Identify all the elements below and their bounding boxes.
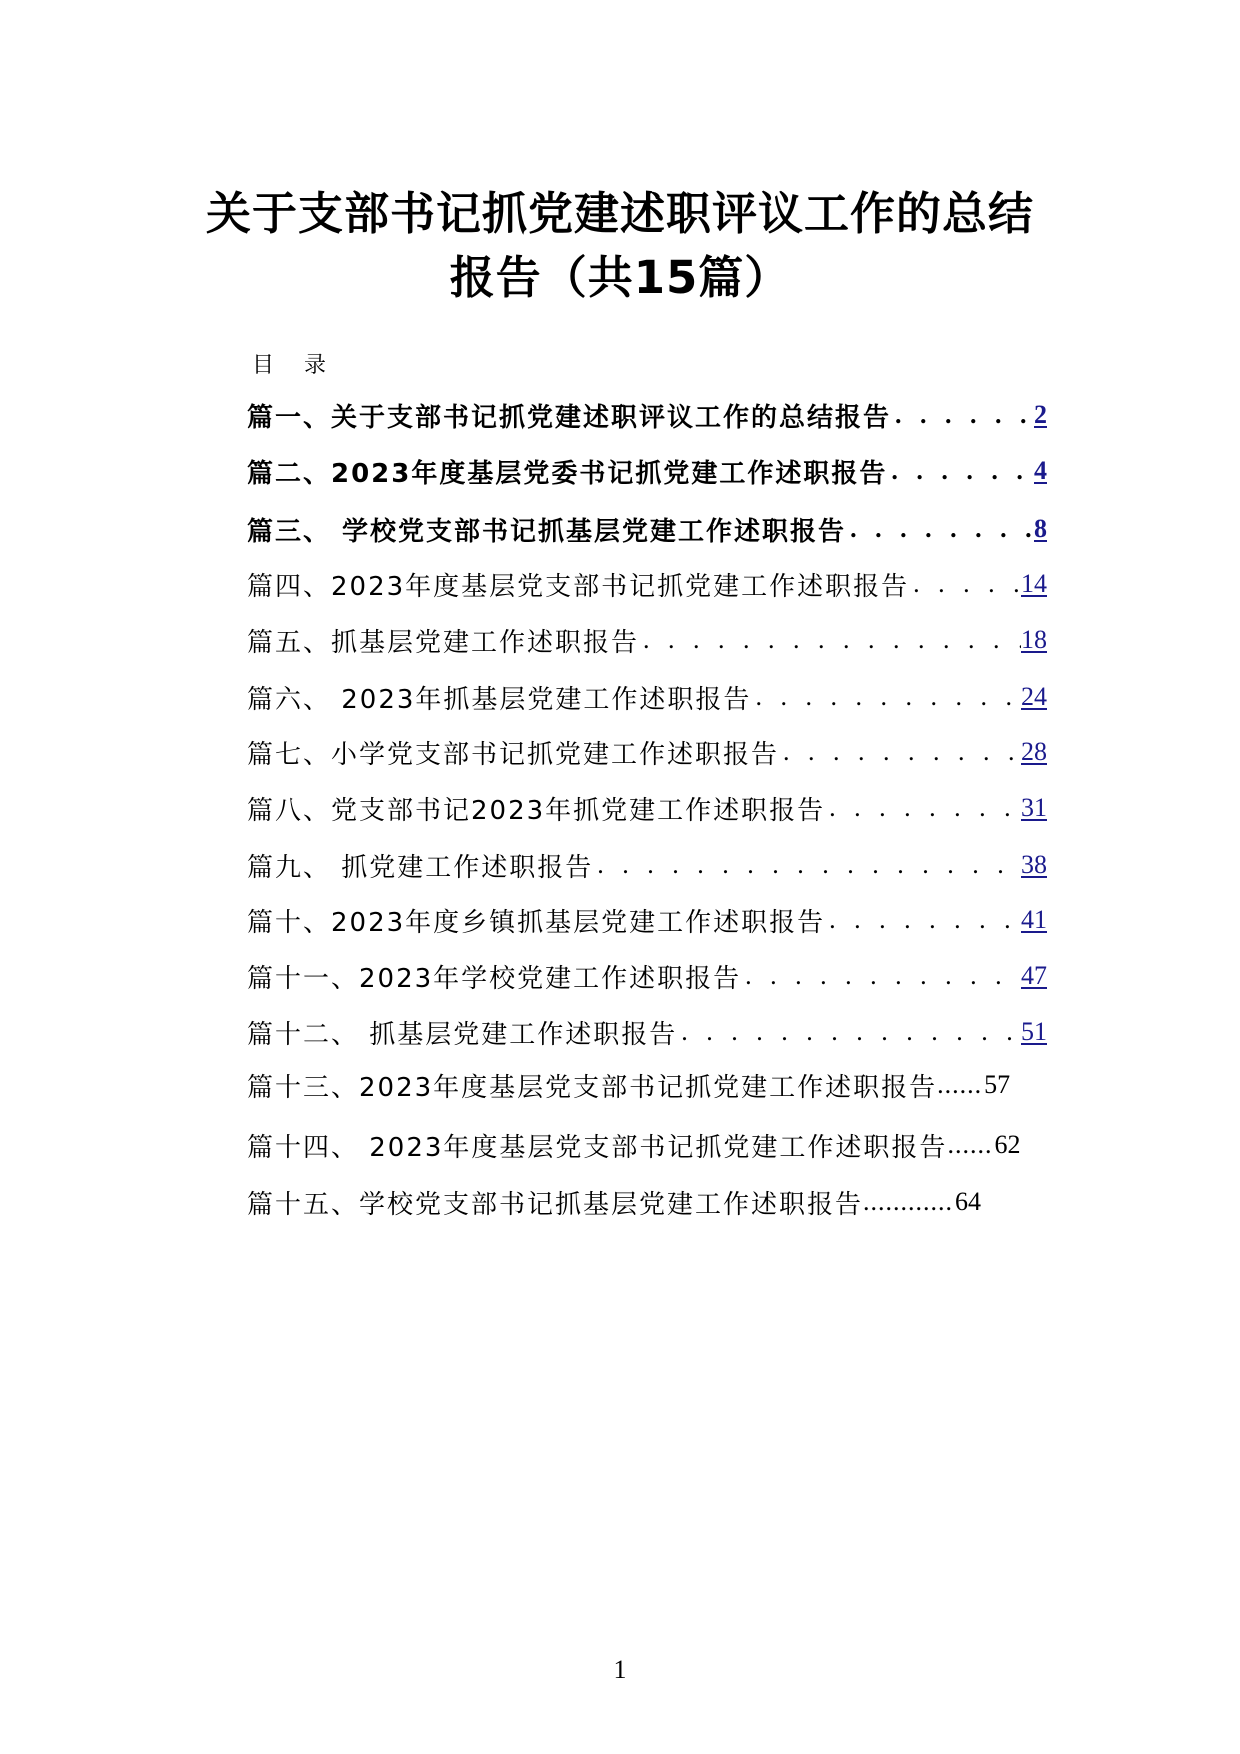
toc-page-link[interactable]: 8: [1034, 514, 1047, 543]
toc-dot-leader: [741, 961, 1021, 991]
toc-page-link[interactable]: 31: [1021, 793, 1047, 822]
toc-entry[interactable]: [247, 1012, 1047, 1052]
toc-dot-leader: ............: [863, 1187, 954, 1216]
toc-dot-leader: [825, 905, 1021, 935]
toc-entry-label: 篇二、2023年度基层党委书记抓党建工作述职报告: [247, 458, 888, 489]
toc-entry-label: 篇十、2023年度乡镇抓基层党建工作述职报告: [247, 907, 826, 938]
toc-entry-label: 篇十五、学校党支部书记抓基层党建工作述职报告: [247, 1189, 864, 1220]
toc-page-link[interactable]: 4: [1034, 456, 1047, 485]
page-number: 1: [613, 1655, 627, 1684]
toc-entry-label: 篇十四、 2023年度基层党支部书记抓党建工作述职报告: [247, 1132, 948, 1163]
toc-page-link[interactable]: 18: [1021, 625, 1047, 654]
toc-entry-label: 篇十三、2023年度基层党支部书记抓党建工作述职报告: [247, 1072, 938, 1103]
toc-entry[interactable]: [247, 677, 1047, 717]
toc-page-link[interactable]: 51: [1021, 1017, 1047, 1046]
toc-page-link[interactable]: 28: [1021, 737, 1047, 766]
toc-entry-label: 篇五、抓基层党建工作述职报告: [247, 627, 640, 658]
toc-page-link[interactable]: 38: [1021, 850, 1047, 879]
toc-entry[interactable]: [247, 845, 1047, 885]
title-line-1: 关于支部书记抓党建述职评议工作的总结: [205, 187, 1034, 240]
toc-page-number[interactable]: 62: [994, 1130, 1021, 1159]
toc-entry[interactable]: [247, 395, 1047, 435]
toc-entry-label: 篇七、小学党支部书记抓党建工作述职报告: [247, 739, 780, 770]
toc-page-link[interactable]: 41: [1021, 905, 1047, 934]
toc-page-link[interactable]: 24: [1021, 682, 1047, 711]
toc-page-link[interactable]: 47: [1021, 961, 1047, 990]
toc-entry-label: 篇十二、 抓基层党建工作述职报告: [247, 1019, 678, 1050]
toc-dot-leader: [639, 625, 1021, 655]
toc-entry[interactable]: [247, 1065, 1047, 1105]
toc-entry-label: 篇四、2023年度基层党支部书记抓党建工作述职报告: [247, 571, 910, 602]
toc-dot-leader: ......: [947, 1130, 993, 1159]
document-title: [150, 182, 1090, 310]
toc-entry-label: 篇一、关于支部书记抓党建述职评议工作的总结报告: [247, 402, 892, 433]
toc-entry[interactable]: [247, 956, 1047, 996]
toc-entry-label: 篇三、 学校党支部书记抓基层党建工作述职报告: [247, 516, 847, 547]
toc-entry[interactable]: [247, 620, 1047, 660]
toc-dot-leader: [593, 850, 1021, 880]
toc-entry[interactable]: [247, 451, 1047, 491]
toc-dot-leader: [909, 569, 1021, 599]
toc-dot-leader: [846, 514, 1034, 544]
toc-page-link[interactable]: 2: [1034, 400, 1047, 429]
toc-entry[interactable]: [247, 788, 1047, 828]
toc-page-number[interactable]: 57: [984, 1070, 1011, 1099]
toc-entry[interactable]: [247, 732, 1047, 772]
toc-entry[interactable]: [247, 509, 1047, 549]
toc-entry-label: 篇八、党支部书记2023年抓党建工作述职报告: [247, 795, 826, 826]
toc-dot-leader: ......: [937, 1070, 983, 1099]
toc-entry-label: 篇六、 2023年抓基层党建工作述职报告: [247, 684, 752, 715]
toc-entry[interactable]: [247, 564, 1047, 604]
toc-dot-leader: [891, 400, 1034, 430]
toc-entry-label: 篇十一、2023年学校党建工作述职报告: [247, 963, 742, 994]
toc-entry-label: 篇九、 抓党建工作述职报告: [247, 852, 594, 883]
toc-dot-leader: [887, 456, 1034, 486]
toc-entry[interactable]: [247, 1182, 1047, 1222]
toc-dot-leader: [751, 682, 1021, 712]
title-line-2: 报告（共15篇）: [449, 251, 791, 304]
toc-entry[interactable]: [247, 900, 1047, 940]
toc-entry[interactable]: [247, 1125, 1047, 1165]
toc-page-number[interactable]: 64: [955, 1187, 982, 1216]
toc-dot-leader: [779, 737, 1021, 767]
toc-dot-leader: [825, 793, 1021, 823]
toc-heading: 目录: [252, 353, 357, 378]
toc-dot-leader: [677, 1017, 1021, 1047]
toc-page-link[interactable]: 14: [1021, 569, 1047, 598]
